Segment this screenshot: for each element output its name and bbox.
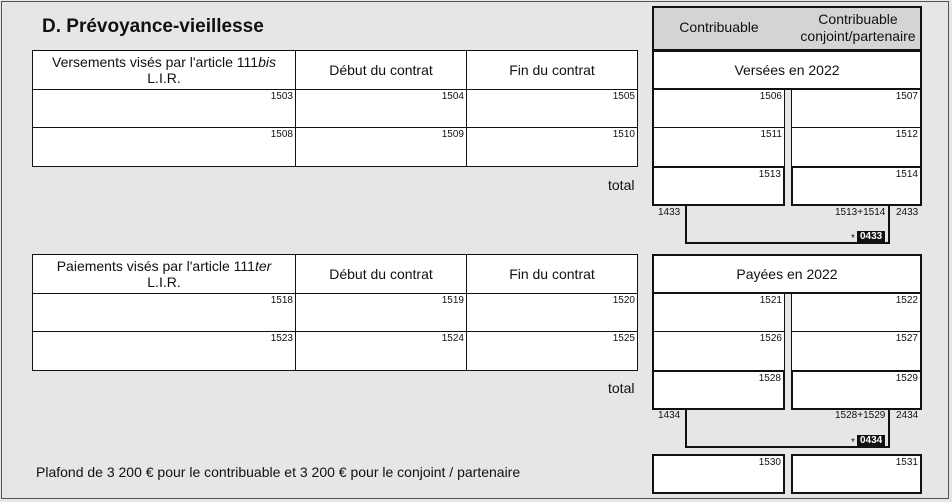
versements-result-badge: 0433 <box>857 231 885 243</box>
contribuable-header: Contribuable <box>679 19 759 35</box>
paiement-1-fin[interactable]: 1520 <box>466 293 638 332</box>
versements-debut-header: Début du contrat <box>295 50 467 90</box>
versements-header <box>32 50 296 90</box>
versement-1-description[interactable]: 1503 <box>32 89 296 128</box>
paiements-link-formula: 1528+1529 <box>835 410 886 421</box>
payees-header: Payées en 2022 <box>652 254 922 294</box>
paiements-debut-header: Début du contrat <box>295 254 467 294</box>
paiements-header-line2: L.I.R. <box>147 274 181 290</box>
versements-link-left-code: 1433 <box>658 207 681 218</box>
paiements-link-vline-right <box>888 410 890 448</box>
versement-2-description[interactable]: 1508 <box>32 127 296 167</box>
paiements-star: * <box>851 437 855 448</box>
paiement-1-description[interactable]: 1518 <box>32 293 296 332</box>
versements-total-label: total <box>608 177 635 193</box>
versement-1-fin[interactable]: 1505 <box>466 89 638 128</box>
paiement-2-fin[interactable]: 1525 <box>466 331 638 371</box>
paiements-total-label: total <box>608 380 635 396</box>
paiement-2-contribuable[interactable]: 1526 <box>652 331 785 371</box>
paiement-1-debut[interactable]: 1519 <box>295 293 467 332</box>
paiement-1-conjoint[interactable]: 1522 <box>791 293 922 332</box>
versement-2-debut[interactable]: 1509 <box>295 127 467 167</box>
versees-header: Versées en 2022 <box>652 50 922 90</box>
plafond-text: Plafond de 3 200 € pour le contribuable et 3 200 € pour le conjoint / partenaire <box>36 464 521 480</box>
paiements-link-vline-left <box>685 410 687 448</box>
paiements-total-contribuable[interactable]: 1528 <box>652 370 785 410</box>
versements-header-line2: L.I.R. <box>147 70 181 86</box>
plafond-contribuable[interactable]: 1530 <box>652 454 785 494</box>
paiement-2-description[interactable]: 1523 <box>32 331 296 371</box>
paiement-2-conjoint[interactable]: 1527 <box>791 331 922 371</box>
paiement-1-contribuable[interactable]: 1521 <box>652 293 785 332</box>
versements-total-conjoint[interactable]: 1514 <box>791 166 922 206</box>
versements-link-vline-left <box>685 206 687 244</box>
versements-total-contribuable[interactable]: 1513 <box>652 166 785 206</box>
versement-1-contribuable[interactable]: 1506 <box>652 89 785 128</box>
versements-link-right-code: 2433 <box>896 207 919 218</box>
versement-2-conjoint[interactable]: 1512 <box>791 127 922 167</box>
conjoint-header: Contribuable conjoint/partenaire <box>800 11 916 44</box>
plafond-conjoint[interactable]: 1531 <box>791 454 922 494</box>
versements-link-formula: 1513+1514 <box>835 207 886 218</box>
versements-star: * <box>851 233 855 244</box>
paiements-result-badge: 0434 <box>857 435 885 447</box>
versement-1-debut[interactable]: 1504 <box>295 89 467 128</box>
paiements-header-line1: Paiements visés par l'article 111ter <box>56 258 272 274</box>
versement-2-contribuable[interactable]: 1511 <box>652 127 785 167</box>
versements-header-line1: Versements visés par l'article 111bis <box>52 54 276 70</box>
versements-link-vline-right <box>888 206 890 244</box>
paiements-total-conjoint[interactable]: 1529 <box>791 370 922 410</box>
versements-fin-header: Fin du contrat <box>466 50 638 90</box>
paiements-link-right-code: 2434 <box>896 410 919 421</box>
versement-1-conjoint[interactable]: 1507 <box>791 89 922 128</box>
versement-2-fin[interactable]: 1510 <box>466 127 638 167</box>
paiements-header <box>32 254 296 294</box>
paiements-link-left-code: 1434 <box>658 410 681 421</box>
section-title: D. Prévoyance-vieillesse <box>42 16 264 37</box>
paiement-2-debut[interactable]: 1524 <box>295 331 467 371</box>
paiements-fin-header: Fin du contrat <box>466 254 638 294</box>
